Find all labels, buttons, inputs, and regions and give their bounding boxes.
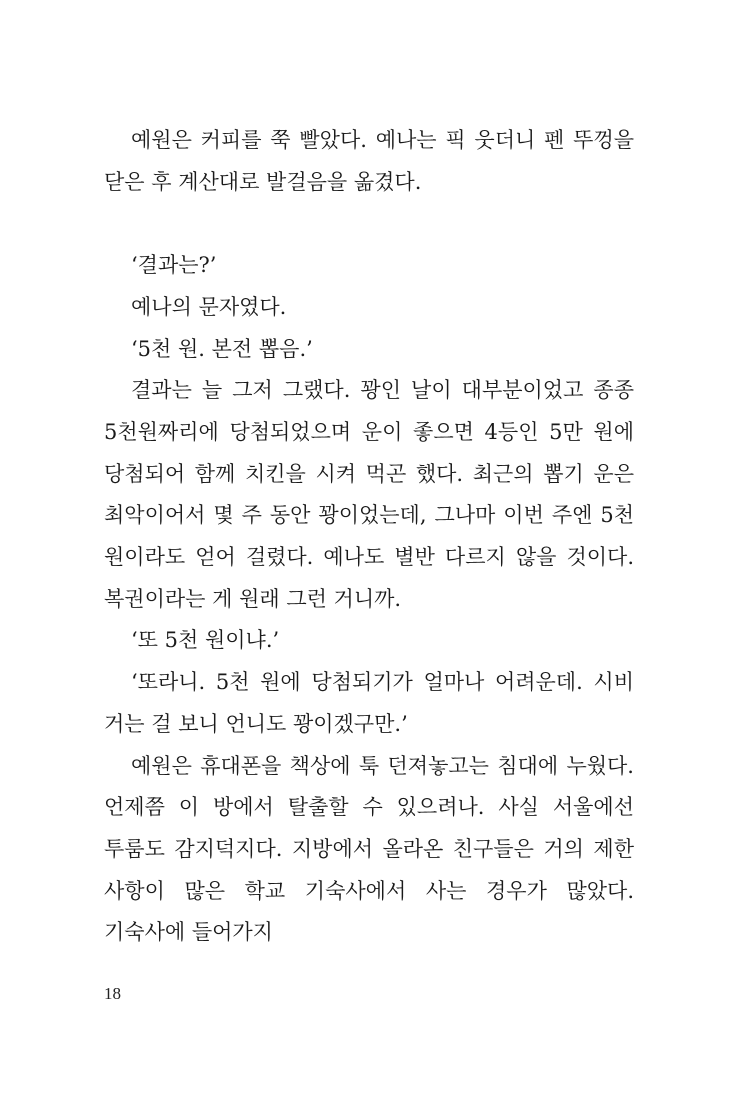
page-number: 18: [104, 984, 121, 1003]
paragraph-1: 예원은 커피를 쭉 빨았다. 예나는 픽 웃더니 펜 뚜껑을 닫은 후 계산대로 발걸음을 옮겼다.: [104, 128, 634, 194]
paragraph-4: ‘5천 원. 본전 뽑음.’: [131, 336, 313, 361]
paragraph-3: 예나의 문자였다.: [131, 294, 287, 319]
section-break: [104, 203, 634, 245]
paragraph-6: ‘또 5천 원이냐.’: [131, 628, 280, 653]
body-text: [104, 120, 634, 954]
paragraph-5: 결과는 늘 그저 그랬다. 꽝인 날이 대부분이었고 종종 5천원짜리에 당첨되었으며 운이 좋으면 4등인 5만 원에 당첨되어 함께 치킨을 시켜 먹곤 했다. 최근의 뽑기 운은 최악이어서 몇 주 동안 꽝이었는데, 그나마 이번 주엔 5천 원이라도 얻어 걸렸다. 예나도 별반 다르지 않을 것이다. 복권이라는 게 원래 그런 거니까.: [104, 378, 634, 611]
paragraph-7: ‘또라니. 5천 원에 당첨되기가 얼마나 어려운데. 시비 거는 걸 보니 언니도 꽝이겠구만.’: [104, 670, 634, 736]
paragraph-8: 예원은 휴대폰을 책상에 툭 던져놓고는 침대에 누웠다. 언제쯤 이 방에서 탈출할 수 있으려나. 사실 서울에선 투룸도 감지덕지다. 지방에서 올라온 친구들은 거의 제한 사항이 많은 학교 기숙사에서 사는 경우가 많았다. 기숙사에 들어가지: [104, 753, 634, 945]
paragraph-2: ‘결과는?’: [131, 253, 217, 278]
